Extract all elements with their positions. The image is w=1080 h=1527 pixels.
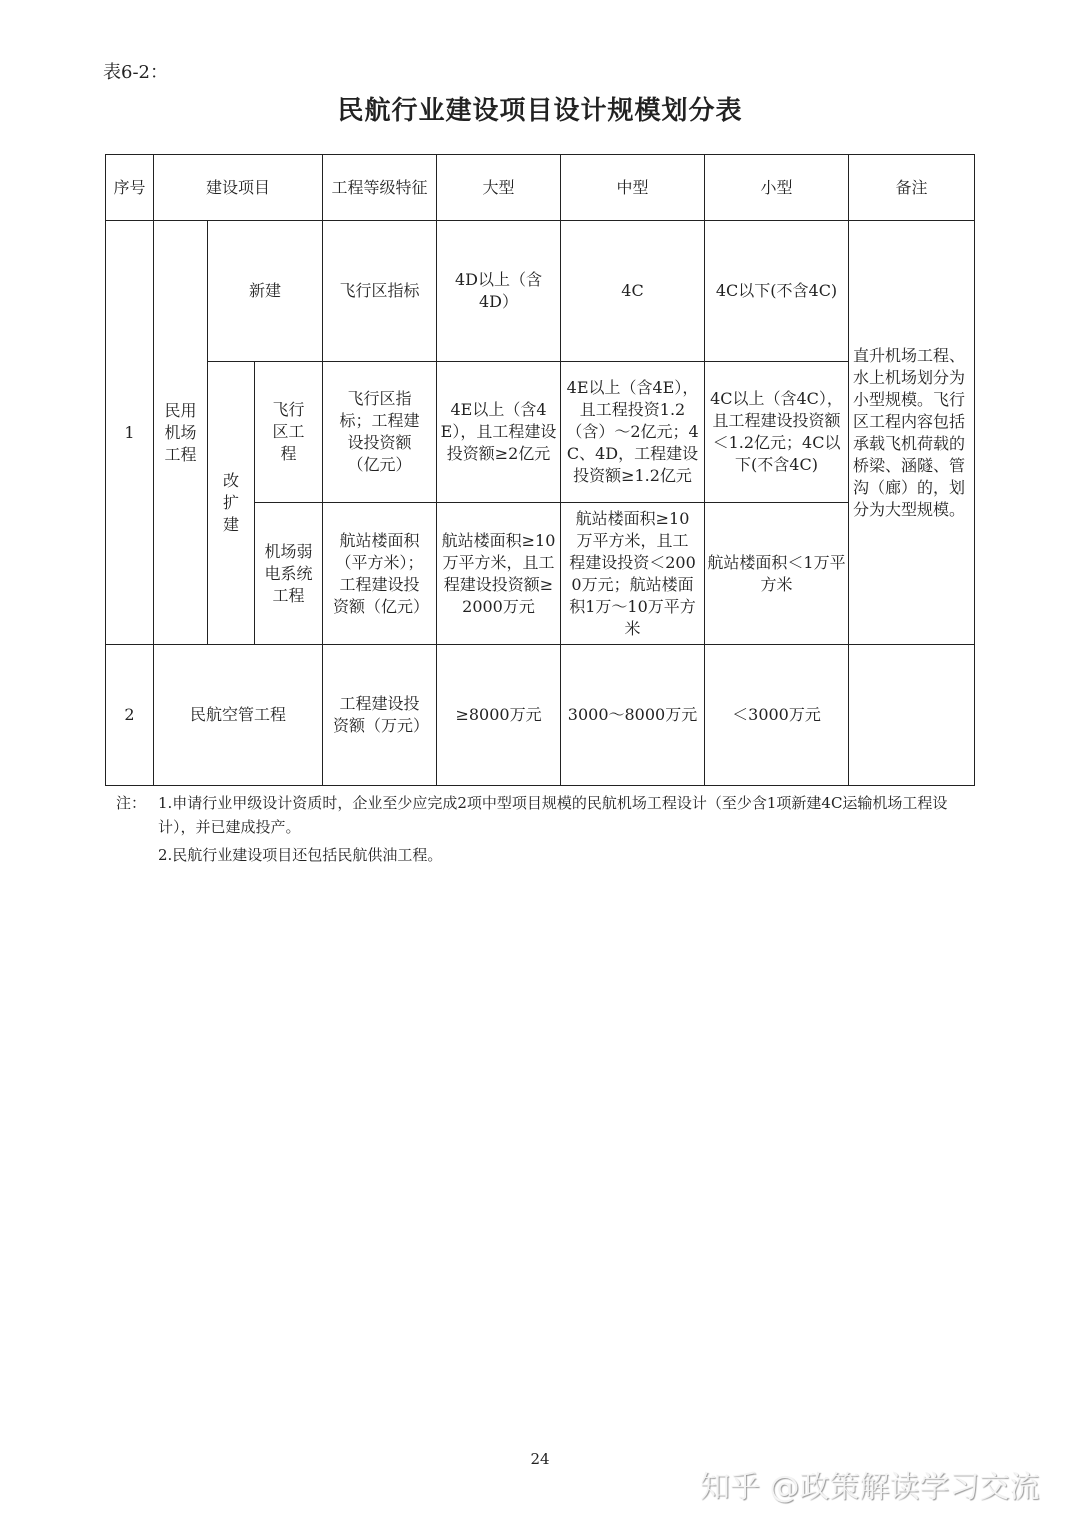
header-no: 序号 <box>106 155 154 221</box>
page-number: 24 <box>530 1450 550 1468</box>
project-cell: 民航空管工程 <box>154 645 323 786</box>
small-cell: 航站楼面积＜1万平方米 <box>705 503 849 645</box>
feature-cell: 飞行区指标 <box>323 221 437 362</box>
watermark: 知乎 @政策解读学习交流 <box>700 1470 1040 1505</box>
header-small: 小型 <box>705 155 849 221</box>
header-project: 建设项目 <box>154 155 323 221</box>
table-header-row <box>106 155 975 221</box>
note-2: 2.民航行业建设项目还包括民航供油工程。 <box>158 846 443 864</box>
header-large: 大型 <box>437 155 561 221</box>
small-cell: 4C以上（含4C），且工程建设投资额＜1.2亿元；4C以下(不含4C) <box>705 362 849 503</box>
remark-cell: 直升机场工程、水上机场划分为小型规模。飞行区工程内容包括承载飞机荷载的桥梁、涵隧、管沟（廊）的，划分为大型规模。 <box>849 221 975 645</box>
medium-cell: 4E以上（含4E），且工程投资1.2（含）～2亿元；4C、4D，工程建设投资额≥1.2亿元 <box>561 362 705 503</box>
header-feature: 工程等级特征 <box>323 155 437 221</box>
page-title: 民航行业建设项目设计规模划分表 <box>337 96 743 126</box>
medium-cell: 4C <box>561 221 705 362</box>
notes-prefix: 注： <box>116 794 147 812</box>
note-1: 1.申请行业甲级设计资质时，企业至少应完成2项中型项目规模的民航机场工程设计（至少含1项新建4C运输机场工程设计），并已建成投产。 <box>158 794 948 836</box>
large-cell: ≥8000万元 <box>437 645 561 786</box>
medium-cell: 3000～8000万元 <box>561 645 705 786</box>
table-row <box>106 645 975 786</box>
large-cell: 航站楼面积≥10万平方米，且工程建设投资额≥2000万元 <box>437 503 561 645</box>
header-remark: 备注 <box>849 155 975 221</box>
design-scale-table <box>105 154 975 786</box>
row-number: 1 <box>106 221 154 645</box>
table-row <box>106 362 975 503</box>
table-label: 表6-2： <box>103 62 168 83</box>
large-cell: 4E以上（含4E），且工程建设投资额≥2亿元 <box>437 362 561 503</box>
remark-cell <box>849 645 975 786</box>
new-build-cell: 新建 <box>208 221 323 362</box>
feature-cell: 工程建设投资额（万元） <box>323 645 437 786</box>
row-number: 2 <box>106 645 154 786</box>
subproject-cell: 飞行区工程 <box>255 362 323 503</box>
table-row <box>106 221 975 362</box>
small-cell: ＜3000万元 <box>705 645 849 786</box>
medium-cell: 航站楼面积≥10万平方米，且工程建设投资＜2000万元；航站楼面积1万～10万平方米 <box>561 503 705 645</box>
feature-cell: 飞行区指标；工程建设投资额（亿元） <box>323 362 437 503</box>
large-cell: 4D以上（含4D） <box>437 221 561 362</box>
expansion-cell: 改扩建 <box>208 362 255 645</box>
feature-cell: 航站楼面积（平方米）；工程建设投资额（亿元） <box>323 503 437 645</box>
small-cell: 4C以下(不含4C) <box>705 221 849 362</box>
subproject-cell: 机场弱电系统工程 <box>255 503 323 645</box>
category-cell: 民用机场工程 <box>154 221 208 645</box>
header-medium: 中型 <box>561 155 705 221</box>
